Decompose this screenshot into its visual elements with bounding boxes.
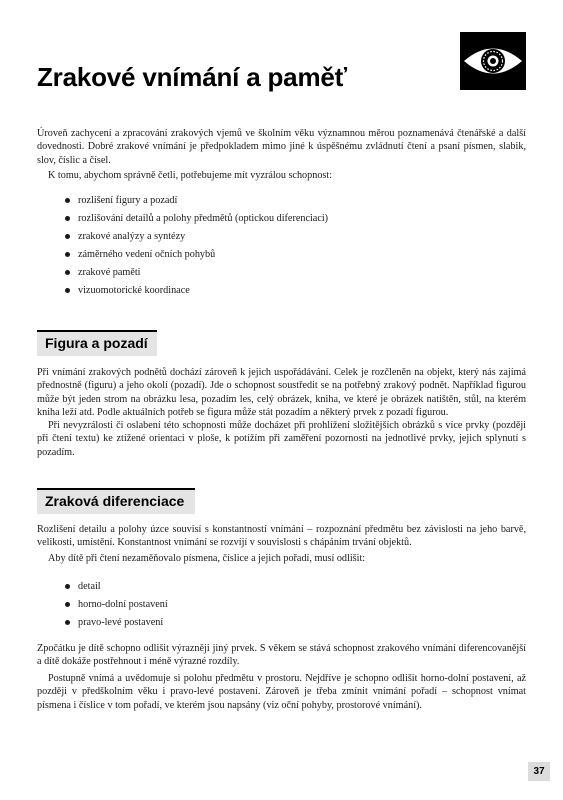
divider [37,488,195,490]
figura-paragraph-2: Při nevyzrálosti či oslabení této schopnosti může docházet při prohlížení složitějších obrázků s více prvky (později při čtení textu) ke ztížené orientaci v ploše, k potížím při zaměření pozornosti na jednotlivé prvky, jejich splynutí s pozadím. [37,420,526,458]
diferenciace-paragraph-1: Rozlišení detailu a polohy úzce souvisí s konstantností vnímání – rozpoznání předmětu bez závislosti na jeho barvě, velikosti, umístění. Konstantnost vnímání se rozvíjí v souvislosti s chápáním trvání objektů. [37,524,526,549]
bullet-icon [65,234,70,239]
diferenciace-paragraph-2: Aby dítě při čtení nezaměňovalo písmena, číslice a jejich pořadí, musí odlišit: [48,553,366,564]
bullet-icon [65,288,70,293]
diferenciace-paragraph-3: Zpočátku je dítě schopno odlišit výrazněji jiný prvek. S věkem se stává schopnost zrakového vnímání diferencovanější a dítě dokáže postřehnout i méně výrazné rozdíly. [37,643,526,668]
section-heading-figura: Figura a pozadí [37,330,157,356]
bullet-icon [65,270,70,275]
figura-paragraph-1: Při vnímání zrakových podnětů dochází zároveň k jejich uspořádávání. Celek je rozčleněn na objekt, který nás zajímá přednostně (figuru) a jeho okolí (pozadí). Jde o schopnost soustředit se na potřebný zrakový podnět. Například figurou může být jeden strom na obrázku lesa, pozadím les, celý obrázek, kniha, ve které je obrázek natištěn, stůl, na kterém kniha leží atd. Podle aktuálních potřeb se figura může stát pozadím a některý prvek z pozadí figurou. [37,367,526,418]
bullet-icon [65,198,70,203]
bullet-icon [65,584,70,589]
bullet-icon [65,620,70,625]
section-heading-diferenciace: Zraková diferenciace [37,488,195,514]
page-number: 37 [528,762,550,781]
diferenciace-paragraph-4: Postupně vnímá a uvědomuje si polohu předmětu v prostoru. Nejdříve je schopno odlišit horno-dolní postavení, až později v předškolním věku i pravo-levé postavení. Zároveň je třeba zmínit vnímání pořadí – schopnost vnímat písmena i číslice v tom pořadí, ve kterém jsou napsány (viz oční pohyby, prostorové vnímání). [37,673,526,711]
page-title: Zrakové vnímání a paměť [37,62,347,92]
bullet-icon [65,602,70,607]
intro-paragraph-2: K tomu, abychom správně četli, potřebujeme mít vyzrálou schopnost: [48,170,333,181]
eye-icon [460,32,526,90]
divider [37,330,157,332]
bullet-icon [65,216,70,221]
intro-paragraph-1: Úroveň zachycení a zpracování zrakových vjemů ve školním věku významnou měrou poznamenává čtenářské a další dovednosti. Dobré zrakové vnímání je předpokladem mimo jiné k úspěšnému zvládnutí čtení a psaní písmen, slabik, slov, číslic a čísel. [37,128,526,166]
bullet-icon [65,252,70,257]
